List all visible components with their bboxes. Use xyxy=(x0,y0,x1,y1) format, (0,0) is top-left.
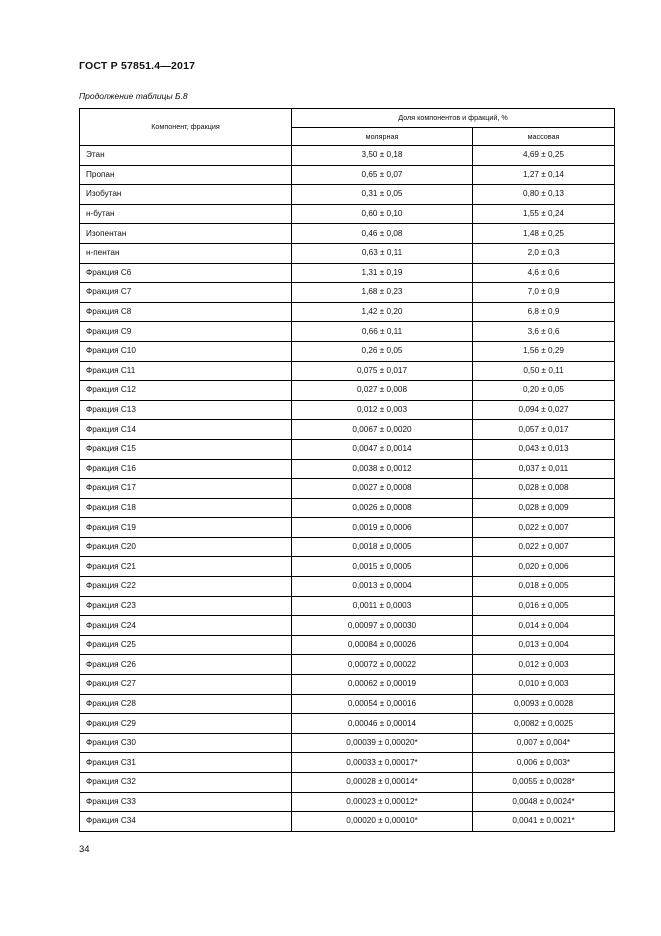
page-number: 34 xyxy=(79,844,90,855)
component-cell: Фракция С10 xyxy=(80,341,292,361)
table-row xyxy=(80,243,615,263)
document-title: ГОСТ Р 57851.4—2017 xyxy=(79,60,196,72)
mass-fraction-cell: 0,80 ± 0,13 xyxy=(473,185,615,205)
table-row xyxy=(80,635,615,655)
component-cell: Фракция С17 xyxy=(80,479,292,499)
component-cell: Фракция С19 xyxy=(80,518,292,538)
component-cell: Фракция С25 xyxy=(80,635,292,655)
molar-fraction-cell: 0,00046 ± 0,00014 xyxy=(292,714,473,734)
table-row xyxy=(80,479,615,499)
molar-fraction-cell: 0,60 ± 0,10 xyxy=(292,204,473,224)
table-row xyxy=(80,224,615,244)
molar-fraction-cell: 0,012 ± 0,003 xyxy=(292,400,473,420)
mass-fraction-cell: 1,55 ± 0,24 xyxy=(473,204,615,224)
table-row xyxy=(80,675,615,695)
table-row xyxy=(80,812,615,832)
molar-fraction-cell: 0,00072 ± 0,00022 xyxy=(292,655,473,675)
molar-fraction-cell: 1,42 ± 0,20 xyxy=(292,302,473,322)
table-row xyxy=(80,204,615,224)
molar-fraction-cell: 0,0047 ± 0,0014 xyxy=(292,439,473,459)
molar-fraction-cell: 0,0019 ± 0,0006 xyxy=(292,518,473,538)
mass-fraction-cell: 7,0 ± 0,9 xyxy=(473,283,615,303)
component-cell: н-бутан xyxy=(80,204,292,224)
mass-fraction-cell: 0,0055 ± 0,0028* xyxy=(473,773,615,793)
mass-fraction-cell: 0,057 ± 0,017 xyxy=(473,420,615,440)
component-cell: Фракция С29 xyxy=(80,714,292,734)
component-cell: Фракция С13 xyxy=(80,400,292,420)
table-row xyxy=(80,439,615,459)
mass-fraction-cell: 0,0048 ± 0,0024* xyxy=(473,792,615,812)
mass-fraction-cell: 0,20 ± 0,05 xyxy=(473,381,615,401)
molar-fraction-cell: 0,00097 ± 0,00030 xyxy=(292,616,473,636)
component-cell: Фракция С22 xyxy=(80,577,292,597)
mass-fraction-cell: 0,50 ± 0,11 xyxy=(473,361,615,381)
composition-table xyxy=(79,108,615,832)
molar-fraction-cell: 1,31 ± 0,19 xyxy=(292,263,473,283)
component-cell: Фракция С30 xyxy=(80,733,292,753)
component-cell: Фракция С12 xyxy=(80,381,292,401)
mass-fraction-cell: 4,69 ± 0,25 xyxy=(473,146,615,166)
mass-fraction-cell: 0,022 ± 0,007 xyxy=(473,537,615,557)
table-body xyxy=(80,146,615,832)
table-row xyxy=(80,616,615,636)
column-header-component: Компонент, фракция xyxy=(80,109,292,146)
molar-fraction-cell: 0,00054 ± 0,00016 xyxy=(292,694,473,714)
component-cell: Этан xyxy=(80,146,292,166)
table-row xyxy=(80,263,615,283)
molar-fraction-cell: 0,0013 ± 0,0004 xyxy=(292,577,473,597)
molar-fraction-cell: 0,26 ± 0,05 xyxy=(292,341,473,361)
table-row xyxy=(80,146,615,166)
table-row xyxy=(80,498,615,518)
table-row xyxy=(80,557,615,577)
molar-fraction-cell: 0,00084 ± 0,00026 xyxy=(292,635,473,655)
component-cell: Фракция С14 xyxy=(80,420,292,440)
molar-fraction-cell: 0,0067 ± 0,0020 xyxy=(292,420,473,440)
component-cell: Изопентан xyxy=(80,224,292,244)
component-cell: Фракция С18 xyxy=(80,498,292,518)
table-row xyxy=(80,694,615,714)
component-cell: Фракция С7 xyxy=(80,283,292,303)
mass-fraction-cell: 4,6 ± 0,6 xyxy=(473,263,615,283)
molar-fraction-cell: 1,68 ± 0,23 xyxy=(292,283,473,303)
table-row xyxy=(80,165,615,185)
component-cell: Изобутан xyxy=(80,185,292,205)
table-row xyxy=(80,733,615,753)
component-cell: Фракция С26 xyxy=(80,655,292,675)
table-row xyxy=(80,322,615,342)
molar-fraction-cell: 0,0011 ± 0,0003 xyxy=(292,596,473,616)
table-row xyxy=(80,596,615,616)
molar-fraction-cell: 0,075 ± 0,017 xyxy=(292,361,473,381)
column-header-mass: массовая xyxy=(473,128,615,146)
molar-fraction-cell: 0,00062 ± 0,00019 xyxy=(292,675,473,695)
component-cell: Фракция С15 xyxy=(80,439,292,459)
molar-fraction-cell: 0,63 ± 0,11 xyxy=(292,243,473,263)
table-row xyxy=(80,400,615,420)
table-caption: Продолжение таблицы Б.8 xyxy=(79,91,188,101)
molar-fraction-cell: 0,46 ± 0,08 xyxy=(292,224,473,244)
column-header-molar: молярная xyxy=(292,128,473,146)
mass-fraction-cell: 0,006 ± 0,003* xyxy=(473,753,615,773)
table-row xyxy=(80,714,615,734)
molar-fraction-cell: 0,0015 ± 0,0005 xyxy=(292,557,473,577)
molar-fraction-cell: 0,00020 ± 0,00010* xyxy=(292,812,473,832)
table-row xyxy=(80,655,615,675)
mass-fraction-cell: 0,016 ± 0,005 xyxy=(473,596,615,616)
table-row xyxy=(80,420,615,440)
molar-fraction-cell: 0,0018 ± 0,0005 xyxy=(292,537,473,557)
component-cell: Фракция С20 xyxy=(80,537,292,557)
component-cell: Фракция С8 xyxy=(80,302,292,322)
table-row xyxy=(80,341,615,361)
mass-fraction-cell: 0,014 ± 0,004 xyxy=(473,616,615,636)
molar-fraction-cell: 0,0026 ± 0,0008 xyxy=(292,498,473,518)
molar-fraction-cell: 0,00039 ± 0,00020* xyxy=(292,733,473,753)
molar-fraction-cell: 0,31 ± 0,05 xyxy=(292,185,473,205)
component-cell: Фракция С24 xyxy=(80,616,292,636)
mass-fraction-cell: 0,028 ± 0,008 xyxy=(473,479,615,499)
molar-fraction-cell: 0,0027 ± 0,0008 xyxy=(292,479,473,499)
mass-fraction-cell: 1,27 ± 0,14 xyxy=(473,165,615,185)
component-cell: Фракция С31 xyxy=(80,753,292,773)
component-cell: Фракция С27 xyxy=(80,675,292,695)
component-cell: Фракция С33 xyxy=(80,792,292,812)
mass-fraction-cell: 1,56 ± 0,29 xyxy=(473,341,615,361)
mass-fraction-cell: 2,0 ± 0,3 xyxy=(473,243,615,263)
molar-fraction-cell: 0,00033 ± 0,00017* xyxy=(292,753,473,773)
molar-fraction-cell: 0,66 ± 0,11 xyxy=(292,322,473,342)
table-row xyxy=(80,459,615,479)
table-row xyxy=(80,361,615,381)
table-row xyxy=(80,283,615,303)
component-cell: Фракция С11 xyxy=(80,361,292,381)
mass-fraction-cell: 0,020 ± 0,006 xyxy=(473,557,615,577)
molar-fraction-cell: 0,0038 ± 0,0012 xyxy=(292,459,473,479)
component-cell: Фракция С6 xyxy=(80,263,292,283)
table-row xyxy=(80,577,615,597)
mass-fraction-cell: 0,012 ± 0,003 xyxy=(473,655,615,675)
component-cell: Пропан xyxy=(80,165,292,185)
table-row xyxy=(80,537,615,557)
mass-fraction-cell: 0,028 ± 0,009 xyxy=(473,498,615,518)
mass-fraction-cell: 0,037 ± 0,011 xyxy=(473,459,615,479)
table-row xyxy=(80,381,615,401)
mass-fraction-cell: 0,007 ± 0,004* xyxy=(473,733,615,753)
table-row xyxy=(80,792,615,812)
molar-fraction-cell: 0,00028 ± 0,00014* xyxy=(292,773,473,793)
mass-fraction-cell: 1,48 ± 0,25 xyxy=(473,224,615,244)
mass-fraction-cell: 6,8 ± 0,9 xyxy=(473,302,615,322)
molar-fraction-cell: 0,00023 ± 0,00012* xyxy=(292,792,473,812)
component-cell: Фракция С28 xyxy=(80,694,292,714)
mass-fraction-cell: 0,0082 ± 0,0025 xyxy=(473,714,615,734)
component-cell: Фракция С9 xyxy=(80,322,292,342)
table-row xyxy=(80,185,615,205)
mass-fraction-cell: 0,0093 ± 0,0028 xyxy=(473,694,615,714)
component-cell: Фракция С21 xyxy=(80,557,292,577)
table-row xyxy=(80,518,615,538)
molar-fraction-cell: 3,50 ± 0,18 xyxy=(292,146,473,166)
mass-fraction-cell: 0,018 ± 0,005 xyxy=(473,577,615,597)
mass-fraction-cell: 0,013 ± 0,004 xyxy=(473,635,615,655)
mass-fraction-cell: 0,043 ± 0,013 xyxy=(473,439,615,459)
mass-fraction-cell: 0,0041 ± 0,0021* xyxy=(473,812,615,832)
component-cell: Фракция С32 xyxy=(80,773,292,793)
column-header-group: Доля компонентов и фракций, % xyxy=(292,109,615,128)
component-cell: Фракция С34 xyxy=(80,812,292,832)
component-cell: Фракция С16 xyxy=(80,459,292,479)
component-cell: н-пентан xyxy=(80,243,292,263)
component-cell: Фракция С23 xyxy=(80,596,292,616)
molar-fraction-cell: 0,027 ± 0,008 xyxy=(292,381,473,401)
mass-fraction-cell: 0,022 ± 0,007 xyxy=(473,518,615,538)
mass-fraction-cell: 0,094 ± 0,027 xyxy=(473,400,615,420)
table-row xyxy=(80,773,615,793)
molar-fraction-cell: 0,65 ± 0,07 xyxy=(292,165,473,185)
table-row xyxy=(80,753,615,773)
mass-fraction-cell: 3,6 ± 0,6 xyxy=(473,322,615,342)
table-row xyxy=(80,302,615,322)
mass-fraction-cell: 0,010 ± 0,003 xyxy=(473,675,615,695)
